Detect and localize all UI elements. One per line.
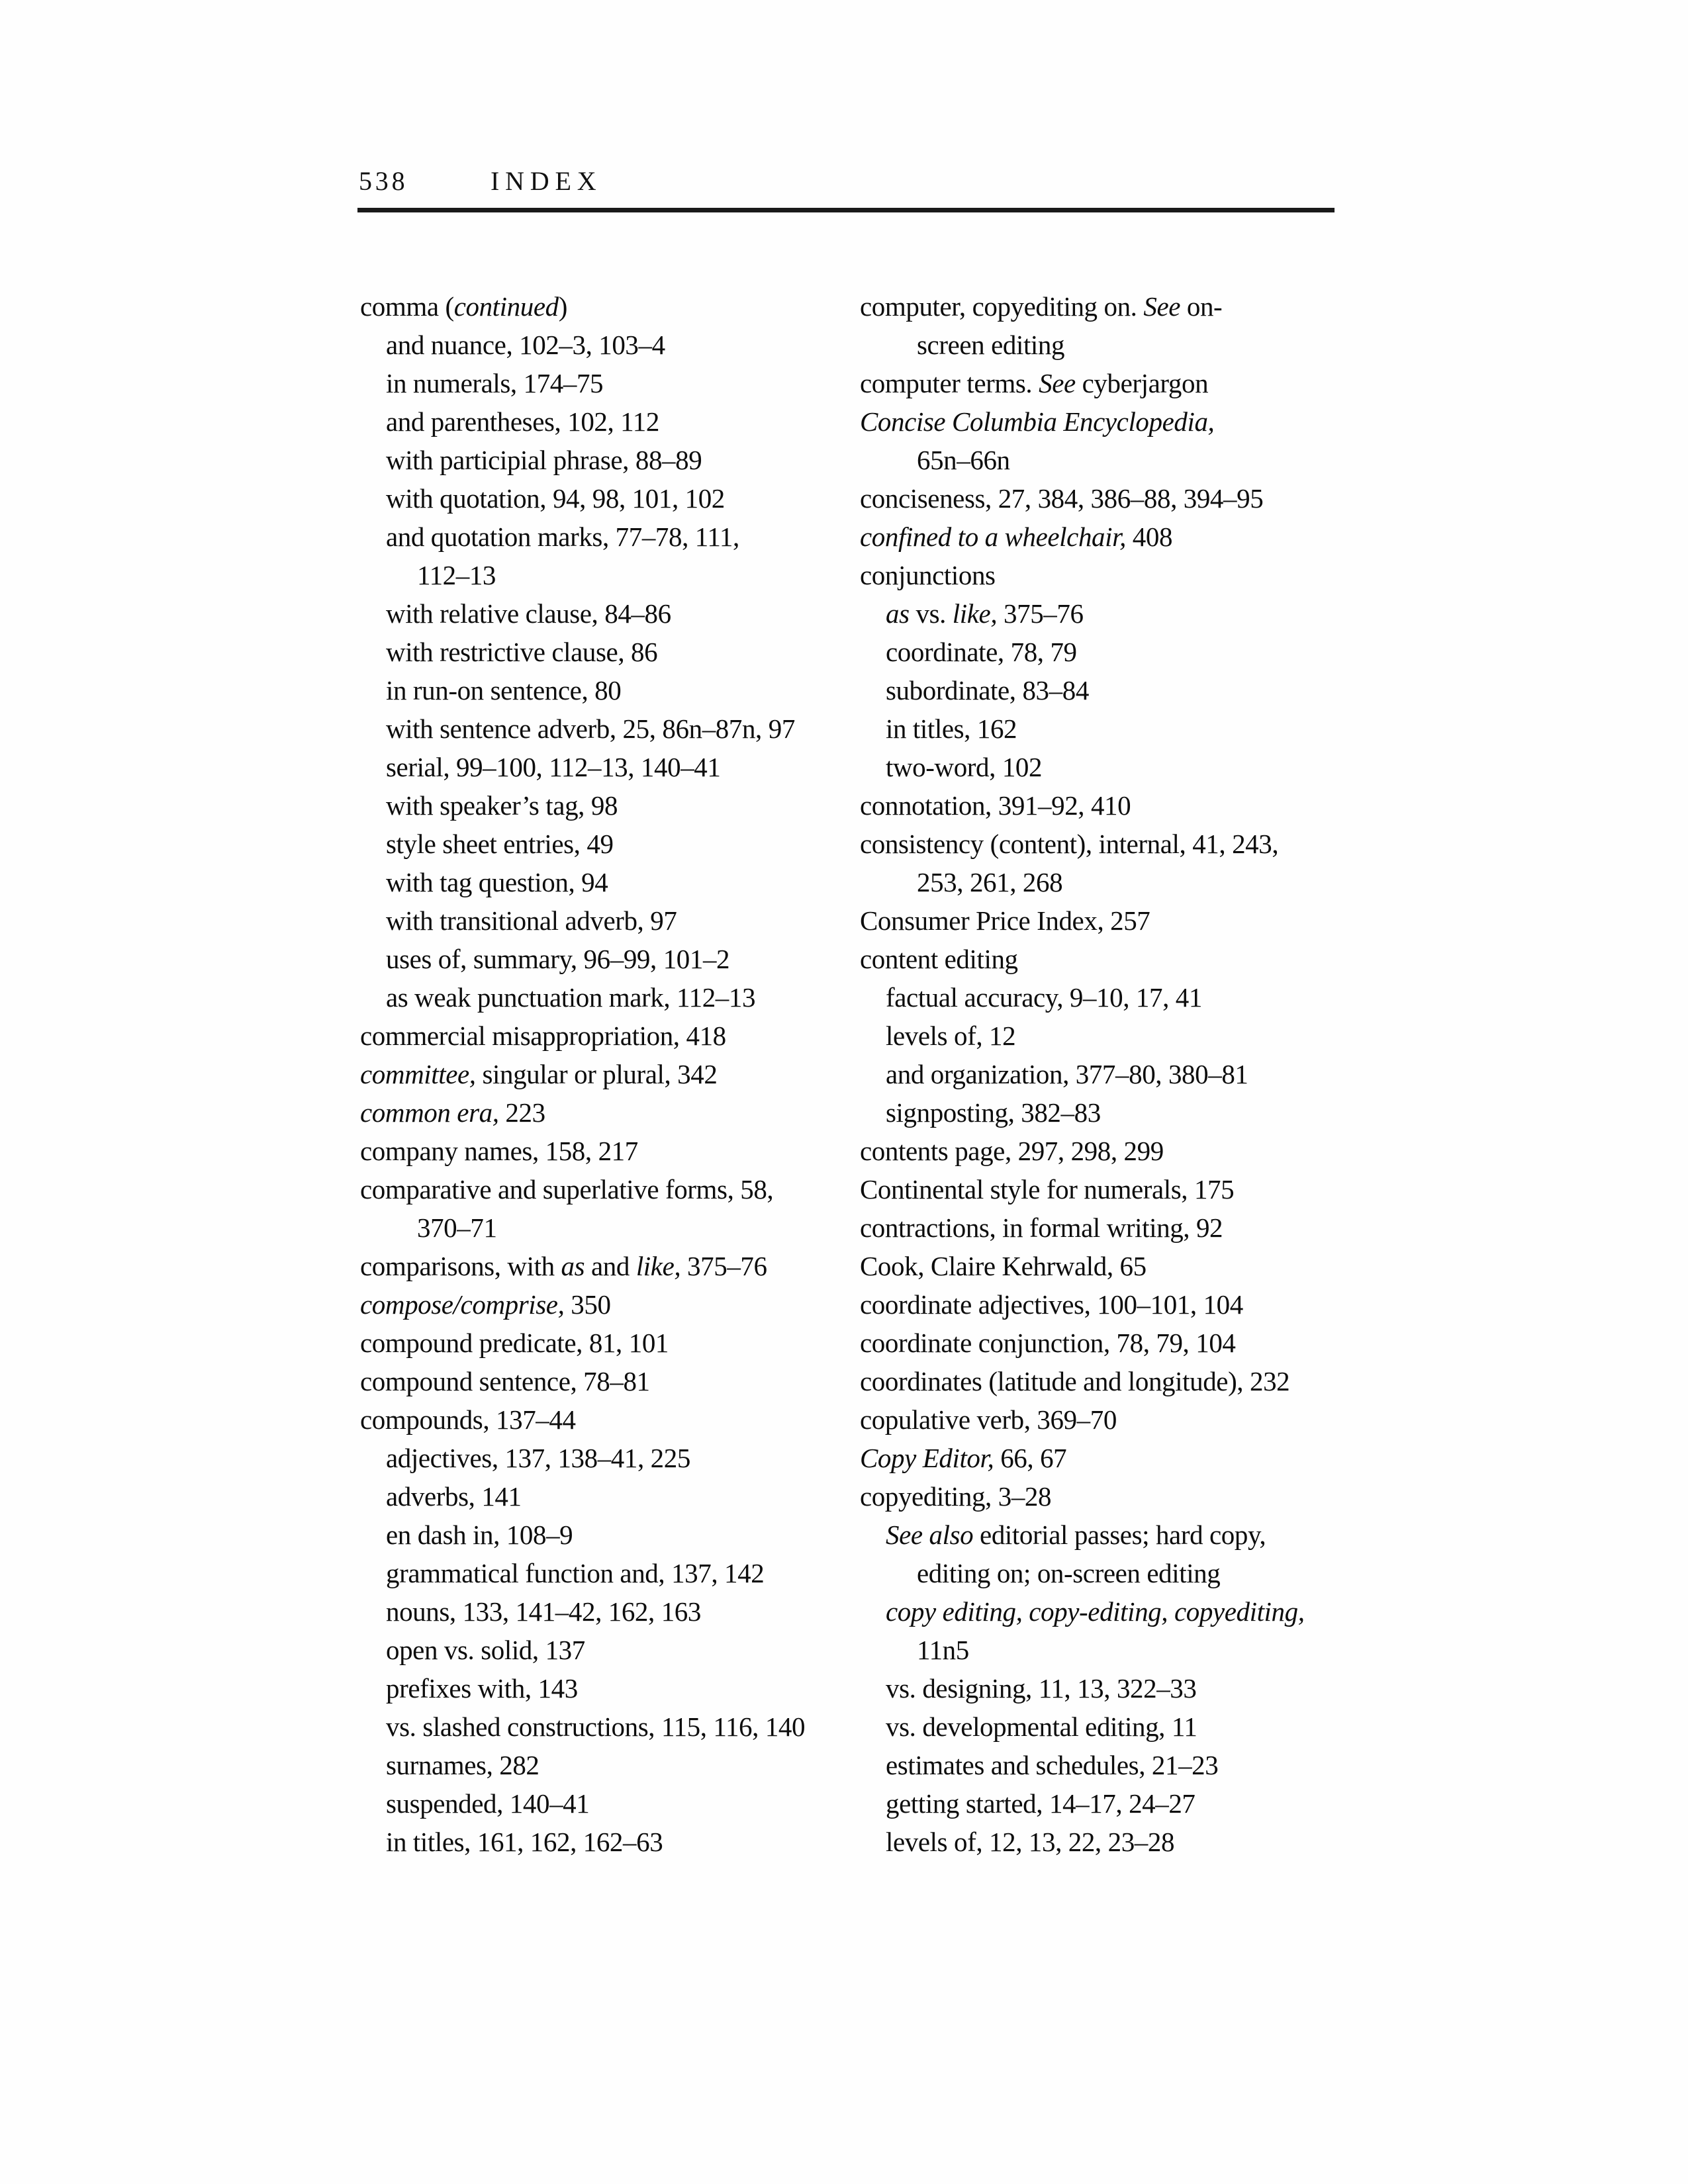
index-entry-text: editing on; on-screen editing (917, 1558, 1221, 1588)
index-entry-text: connotation, 391–92, 410 (860, 790, 1131, 821)
index-entry-text: 66, 67 (994, 1443, 1067, 1473)
index-entry (860, 1055, 1305, 1093)
header-rule (357, 208, 1335, 212)
index-entry-text: 253, 261, 268 (917, 867, 1063, 897)
index-entry-text: on- (1180, 291, 1223, 322)
index-entry-text: nouns, 133, 141–42, 162, 163 (386, 1596, 701, 1627)
index-entry (860, 1631, 1305, 1669)
index-entry-text: cyberjargon (1075, 368, 1209, 398)
index-entry (360, 1631, 805, 1669)
index-entry (360, 863, 805, 901)
index-entry (360, 594, 805, 633)
index-entry (360, 1132, 805, 1170)
index-entry (360, 1707, 805, 1746)
index-entry-text: 11n5 (917, 1635, 969, 1665)
index-entry-text: with transitional adverb, 97 (386, 905, 677, 936)
index-entry-text: computer, copyediting on. (860, 291, 1144, 322)
index-entry (860, 556, 1305, 594)
index-entry (360, 1477, 805, 1516)
index-entry-text: and (585, 1251, 636, 1281)
index-entry-text: and parentheses, 102, 112 (386, 406, 659, 437)
index-entry-text-italic: Copy Editor, (860, 1443, 994, 1473)
index-entry-text: subordinate, 83–84 (886, 675, 1089, 705)
index-entry-text: with sentence adverb, 25, 86n–87n, 97 (386, 713, 795, 744)
index-entry (360, 1823, 805, 1861)
index-entry (860, 709, 1305, 748)
index-entry (860, 1324, 1305, 1362)
index-entry (360, 1554, 805, 1592)
index-entry-text: coordinate, 78, 79 (886, 637, 1077, 667)
index-entry (860, 402, 1305, 441)
index-entry-text: uses of, summary, 96–99, 101–2 (386, 944, 730, 974)
index-entry (360, 556, 805, 594)
index-entry (860, 1669, 1305, 1707)
index-entry (860, 479, 1305, 518)
right-column (860, 287, 1305, 1861)
index-entry-text: contractions, in formal writing, 92 (860, 1212, 1223, 1243)
index-entry-text: with restrictive clause, 86 (386, 637, 658, 667)
index-entry-text: en dash in, 108–9 (386, 1520, 573, 1550)
index-entry-text: comparative and superlative forms, 58, (360, 1174, 774, 1205)
running-head-title: INDEX (491, 166, 602, 196)
index-entry (860, 825, 1305, 863)
index-entry-text-italic: as (561, 1251, 585, 1281)
index-entry-text-italic: like, (635, 1251, 681, 1281)
index-entry-text: editorial passes; hard copy, (973, 1520, 1266, 1550)
index-entry (360, 940, 805, 978)
index-entry-text: coordinate conjunction, 78, 79, 104 (860, 1328, 1236, 1358)
index-entry-text: signposting, 382–83 (886, 1097, 1101, 1128)
index-entry (860, 863, 1305, 901)
index-entry-text: suspended, 140–41 (386, 1788, 590, 1819)
index-entry (860, 748, 1305, 786)
index-entry (360, 1208, 805, 1247)
index-entry (360, 1400, 805, 1439)
index-entry-text: vs. developmental editing, 11 (886, 1711, 1197, 1742)
index-entry-text: Continental style for numerals, 175 (860, 1174, 1235, 1205)
index-entry-text-italic: See (1143, 291, 1181, 322)
index-entry-text: conjunctions (860, 560, 996, 590)
left-column (360, 287, 805, 1861)
index-entry (860, 1554, 1305, 1592)
index-entry (860, 633, 1305, 671)
index-entry-text: compounds, 137–44 (360, 1404, 576, 1435)
index-entry-text: 408 (1125, 522, 1173, 552)
index-entry-text: conciseness, 27, 384, 386–88, 394–95 (860, 483, 1264, 514)
index-entry (860, 1516, 1305, 1554)
index-entry (360, 441, 805, 479)
index-entry-text: with quotation, 94, 98, 101, 102 (386, 483, 725, 514)
index-entry-text: comma ( (360, 291, 454, 322)
index-entry (860, 1823, 1305, 1861)
index-entry-text-italic: See also (886, 1520, 974, 1550)
index-entry-text: with speaker’s tag, 98 (386, 790, 618, 821)
index-entry (860, 1093, 1305, 1132)
index-entry (360, 326, 805, 364)
index-entry-text: and nuance, 102–3, 103–4 (386, 330, 665, 360)
index-entry (360, 1017, 805, 1055)
index-entry-text: adverbs, 141 (386, 1481, 522, 1512)
index-entry (860, 1285, 1305, 1324)
index-entry (860, 441, 1305, 479)
index-entry (860, 518, 1305, 556)
index-entry-text: copulative verb, 369–70 (860, 1404, 1117, 1435)
index-entry-text: copyediting, 3–28 (860, 1481, 1052, 1512)
index-entry-text-italic: committee, (360, 1059, 476, 1089)
index-entry (360, 1247, 805, 1285)
index-entry (360, 1362, 805, 1400)
index-entry (360, 1285, 805, 1324)
index-entry-text: two-word, 102 (886, 752, 1043, 782)
index-entry (360, 825, 805, 863)
index-entry-text: ) (558, 291, 567, 322)
index-entry-text: vs. (909, 598, 953, 629)
index-entry (860, 1362, 1305, 1400)
index-entry (860, 901, 1305, 940)
index-entry-text: Cook, Claire Kehrwald, 65 (860, 1251, 1147, 1281)
index-entry (360, 1669, 805, 1707)
index-entry (860, 1208, 1305, 1247)
index-entry-text: singular or plural, 342 (475, 1059, 718, 1089)
index-entry-text: in titles, 162 (886, 713, 1017, 744)
index-entry-text: levels of, 12, 13, 22, 23–28 (886, 1827, 1175, 1857)
index-entry-text: estimates and schedules, 21–23 (886, 1750, 1219, 1780)
index-entry (860, 940, 1305, 978)
index-entry-text: style sheet entries, 49 (386, 829, 614, 859)
index-entry-text: compound sentence, 78–81 (360, 1366, 650, 1396)
index-entry (860, 1746, 1305, 1784)
index-entry (860, 1592, 1305, 1631)
index-entry (860, 364, 1305, 402)
page-number: 538 (359, 166, 408, 196)
index-entry-text: commercial misappropriation, 418 (360, 1021, 726, 1051)
index-entry-text: and quotation marks, 77–78, 111, (386, 522, 739, 552)
index-entry-text-italic: compose/comprise, (360, 1289, 565, 1320)
index-entry (360, 1170, 805, 1208)
index-entry-text: vs. slashed constructions, 115, 116, 140 (386, 1711, 806, 1742)
index-entry-text: with tag question, 94 (386, 867, 608, 897)
index-entry-text-italic: confined to a wheelchair, (860, 522, 1126, 552)
index-entry (860, 1170, 1305, 1208)
index-entry (360, 1516, 805, 1554)
index-entry (860, 594, 1305, 633)
index-entry-text: coordinates (latitude and longitude), 232 (860, 1366, 1290, 1396)
index-entry (860, 1439, 1305, 1477)
index-entry-text: computer terms. (860, 368, 1039, 398)
index-entry-text: comparisons, with (360, 1251, 561, 1281)
index-entry (360, 786, 805, 825)
index-entry-text-italic: Concise Columbia Encyclopedia, (860, 406, 1215, 437)
index-entry (860, 786, 1305, 825)
index-entry-text: contents page, 297, 298, 299 (860, 1136, 1164, 1166)
index-entry-text: prefixes with, 143 (386, 1673, 578, 1704)
index-entry (360, 1324, 805, 1362)
index-entry-text: open vs. solid, 137 (386, 1635, 585, 1665)
index-entry-text: 370–71 (417, 1212, 497, 1243)
index-entry-text: and organization, 377–80, 380–81 (886, 1059, 1248, 1089)
index-entry-text-italic: See (1039, 368, 1076, 398)
index-entry (860, 671, 1305, 709)
index-entry (860, 1707, 1305, 1746)
index-entry-text: as weak punctuation mark, 112–13 (386, 982, 756, 1013)
index-entry-text: grammatical function and, 137, 142 (386, 1558, 765, 1588)
index-entry (860, 326, 1305, 364)
index-entry (360, 978, 805, 1017)
index-entry-text: factual accuracy, 9–10, 17, 41 (886, 982, 1202, 1013)
index-entry-text: in run-on sentence, 80 (386, 675, 622, 705)
index-entry-text-italic: common era, (360, 1097, 499, 1128)
index-entry (860, 1017, 1305, 1055)
index-entry-text: 375–76 (680, 1251, 767, 1281)
index-entry (360, 709, 805, 748)
index-entry-text: getting started, 14–17, 24–27 (886, 1788, 1196, 1819)
index-entry-text: 375–76 (997, 598, 1084, 629)
index-entry (360, 1592, 805, 1631)
index-entry (860, 287, 1305, 326)
index-entry-text: company names, 158, 217 (360, 1136, 638, 1166)
index-entry-text: 223 (498, 1097, 545, 1128)
index-entry (860, 978, 1305, 1017)
index-entry-text: levels of, 12 (886, 1021, 1016, 1051)
index-entry (360, 1439, 805, 1477)
index-entry (860, 1132, 1305, 1170)
index-entry-text-italic: as (886, 598, 910, 629)
index-entry (360, 1746, 805, 1784)
index-entry (360, 518, 805, 556)
index-entry (360, 1784, 805, 1823)
index-entry-text: with relative clause, 84–86 (386, 598, 671, 629)
index-entry (360, 402, 805, 441)
index-entry-text: 350 (564, 1289, 611, 1320)
index-entry (360, 1055, 805, 1093)
index-entry (360, 671, 805, 709)
index-entry (860, 1477, 1305, 1516)
index-entry (360, 364, 805, 402)
index-entry-text: coordinate adjectives, 100–101, 104 (860, 1289, 1243, 1320)
index-entry-text: 65n–66n (917, 445, 1010, 475)
index-entry-text: consistency (content), internal, 41, 243, (860, 829, 1279, 859)
index-entry (360, 287, 805, 326)
index-entry (860, 1784, 1305, 1823)
index-entry-text-italic: continued (453, 291, 559, 322)
index-entry-text: adjectives, 137, 138–41, 225 (386, 1443, 690, 1473)
index-entry-text: surnames, 282 (386, 1750, 539, 1780)
index-entry (860, 1247, 1305, 1285)
index-entry-text: screen editing (917, 330, 1065, 360)
index-entry-text: with participial phrase, 88–89 (386, 445, 702, 475)
index-entry-text: Consumer Price Index, 257 (860, 905, 1150, 936)
index-entry-text: content editing (860, 944, 1018, 974)
index-entry (360, 1093, 805, 1132)
index-entry (360, 633, 805, 671)
index-entry-text: 112–13 (417, 560, 496, 590)
index-entry-text-italic: copy editing, copy-editing, copyediting, (886, 1596, 1305, 1627)
index-entry (360, 748, 805, 786)
index-entry-text: serial, 99–100, 112–13, 140–41 (386, 752, 721, 782)
index-entry-text: vs. designing, 11, 13, 322–33 (886, 1673, 1197, 1704)
index-entry-text: in titles, 161, 162, 162–63 (386, 1827, 663, 1857)
index-entry (860, 1400, 1305, 1439)
index-entry-text: in numerals, 174–75 (386, 368, 604, 398)
index-entry-text-italic: like, (952, 598, 998, 629)
index-entry (360, 479, 805, 518)
index-entry-text: compound predicate, 81, 101 (360, 1328, 669, 1358)
index-entry (360, 901, 805, 940)
